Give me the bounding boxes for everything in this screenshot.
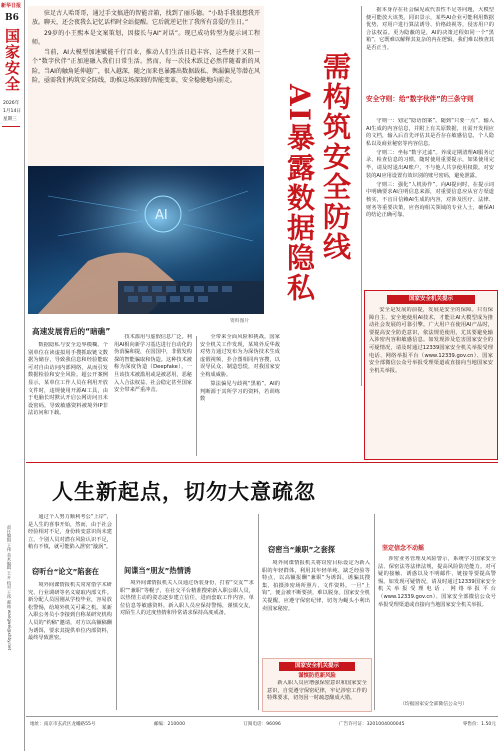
page-number: B6 (5, 13, 19, 23)
rule-2: 守则二：坐标“数字过滤”。养成定期清理AI服务记录、检查信息的习惯，随时使用重要提示，如果使用完毕，请及时退出AI账户，不与他人共享使用权限。对安装的AI应用设置有效识别的账号密码，避免泄露。 (366, 149, 494, 179)
feature1-rules (366, 118, 494, 276)
section-title: 国家安全 (3, 28, 21, 92)
feature1-subhead-reefs: 高速发展背后的“暗礁” (32, 327, 111, 336)
svg-text:AI: AI (155, 208, 168, 223)
notice-text: 安全是发展的前提，发展是安全的保障。只有保障自主、安全地使用AI技术，才能让AI大模型成为推动社会发展的可靠引擎。广大用户在使用AI产品时，要提高安全防范意识，依法规范使用，尤其要避免输入涉密内容和敏感信息。如发现涉及危害国家安全的可疑情况，请及时通过12339国家安全机关举报受理电话、网络举报平台（www.12339.gov.cn）、国家安全部微信公众号举报受理渠道或直接向当地国家安全机关举报。 (369, 307, 493, 374)
feature2-right-col: 涉密业务管理及风险警示，系统学习国家安全法、保密法等法律法规，提高风险防范能力。对可疑的接触、诱惑以及不明邮件、链接等要提高警惕。如发现可疑情况，请及时通过12339国家安全机关举报受理电话、网络举报平台（www.12339.gov.cn）、国家安全部微信公众号举报受理渠道或直接向当地国家安全机关举报。 (378, 556, 496, 608)
feature1-headline-b: 需构筑安全防线 (319, 52, 352, 262)
feature2-divider-2 (258, 514, 259, 710)
feature2-notice-sub: 谨慎防范新风险 (298, 673, 336, 679)
feature1-sec1-col2: 技术滥用与虚假信息广泛。利用AI相向新学习基达进行自动化的伪消骗和提，在国国中，非假发构探的智能骗取和伪造。这种技术被称为深度伪造（Deepfake），一旦该技术被滥用或是被恶用，恶秘入人合法权益、社会稳定甚至国家安全带来严重冲击。 (114, 334, 192, 394)
page-divider (26, 462, 498, 463)
notice-title: 国家安全机关提示 (387, 295, 475, 304)
footer-post: 邮编：210000 (153, 722, 186, 727)
feature2-divider-3 (374, 514, 375, 710)
feature1-sec2-col (200, 334, 280, 458)
feature2-headline: 人生新起点，切勿大意疏忽 (52, 479, 316, 504)
feature2-subhead-2: 间谍当“朋友”热情诱 (124, 566, 191, 575)
footer-price: 零售价：1.50元 (462, 722, 496, 727)
feature1-subhead-rules: 安全守则：给“数字伙伴”的三条守则 (366, 95, 474, 103)
feature1-intro-p2: 29岁的小王熙本是文案策划，因接长与AI“对话”。现已成功转型为提示词工程师。 (32, 29, 260, 46)
feature1-divider (361, 6, 362, 386)
feature1-sec1-col1: 数据隐私与安全边界模糊。个别单位在读虚拟用手搜抓取链文数据为储存，导致我信息和经验能取可对自由访问内部网络，从而引发数据检验和安全风险。超公开案例显示，某单位工作人员在利用开放文件时，违规使用开源AI工具，由于电脑长时默认开启公网访问且未设密码，导致敏感资料被境外IP非法访问和下载。 (28, 342, 108, 417)
issue-year: 2026年 (3, 101, 20, 106)
rule-1: 守则一：划定“隐语图案”。随到“只要一点”，输入AI生成的内容信息，并附上有关原数据，且需开发相应的文档，输入后首先评估其是否存在敏感信息，个人隐私以及商业秘密等内容信息。 (366, 118, 494, 147)
footer-ad: 广告许可证：3201004000045 (339, 722, 405, 727)
feature2-credit: （均据国家安全部微信公众号） (400, 702, 468, 707)
masthead-strip (0, 0, 24, 751)
feature2-sec3: 境外间谍情报机关将窃密目标设定为新入职的年轻群体，利用其年轻单纯、缺乏经验等特点，以高额报酬“兼职”为诱饵，诱骗其搜集、拍摄涉密场所照片、文件资料。一旦“上钩”，便会被不断要挟，难以脱身。国家安全机关提醒，应遵守保密纪律，切勿为蝇头小利出卖国家秘密。 (262, 560, 370, 612)
feature2-sec1: 境外间谍情报机关常常借学术研究、行业调研等名义窥取内部文件。新分配人员因刚从学校毕业，容易放松警惕，给境外机关可乘之机。某新入职公务员小李接到自称某研究机构人员的“约稿”邀请，对方以高额稿酬为诱饵，要求其提供单位内部资料，最终导致泄密。 (28, 582, 112, 642)
photo-credit: 资料图片 (230, 319, 250, 324)
paper-logo: 新华日报 (1, 3, 22, 9)
feature2-right-sub: 坚定信念不动摇 (382, 545, 425, 552)
feature1-intro-p3: 当前，AI大模型加速赋能千行百业，推动人们生活日趋丰容，这些便于又阻一个“数字伙伴”正加速融入我们日常生活。然而，每一次技术跃迁必然伴随着新的风险，当AI的触角延伸越广，很入越深，随之而来也暴露出数据载私、舆漏偏见等潜在风险，亟需我们构筑安全防线，助推这场深刻的智能变革，安全稳健地向前走。 (32, 49, 260, 84)
feature1-lower-divider-1 (196, 336, 197, 456)
issue-date: 1月14日 (3, 109, 21, 114)
feature1-sec2-p1: 全带来全面风险和挑战。国家安全机关工作发现，某境外反华敌对势力通过发布为为深伪技术生成虚假视频，扑合图相同内容搜，以误导民众、制造恐慌，对我国家安全构成威胁。 (200, 334, 280, 378)
footer-tel: 订阅电话：96096 (243, 722, 281, 727)
feature1-headline-a: AI暴露数据隐私 (283, 84, 316, 303)
feature2-subhead-3: 窃密当“兼职”之套探 (268, 545, 335, 554)
feature1-right-top: 据本身存在社会偏见或代表性不足等问题，大模型便可能放大该类。同识景示，某些AI企业可能利用数据优势，对用户进行算法诱导、价格歧视等，侵害用户的合法权益。更为隐蔽的是，AI的决策过程如同一个“黑箱”，它既难以解释其复杂的内在逻辑，我们难以核查其是否正当。 (366, 7, 494, 51)
feature2-notice-title: 国家安全机关提示 (279, 662, 355, 671)
footer (30, 721, 496, 727)
feature2-notice-text: 新入职人员应增强保密意识和国家安全意识，自觉遵守保密纪律，牢记涉密工作的特殊要求，切勿因一时疏忽酿成大错。 (267, 680, 367, 702)
feature2-subhead-1: 窃听台“论文”陷套在 (32, 567, 99, 576)
feature2-intro: 通过个人努力顺利考公“上岸”，是人生的喜事开始，然而，由于社会经验相对不足，身份转变意识尚未建立，个别人员对潜在风险认识不足，稍有不慎，就可能陷入泄密“漩涡”。 (28, 514, 112, 551)
masthead-rule (2, 126, 20, 127)
feature1-intro-p1: 驻足古人哈哥哥，通过手文搞进的智能音箱，找到了丽乐德。“小助手我很想我开放。聊天，还会夜我么记忆话档时全站提醒。它后就逆记住了我所有喜爱的生日。” (32, 10, 260, 27)
footer-address: 地址：南京市玄武区龙蟠路55号 (30, 722, 96, 727)
ai-hand-illustration (28, 166, 264, 314)
editor-credits: 责任编辑 王伟 美术编辑 王卉 校对 王冰 邮箱 wangwei@xhby.net (7, 525, 12, 651)
feature1-notice-box (364, 290, 498, 460)
feature2-divider-1 (116, 514, 117, 710)
rule-3: 守则三：强化“人机协作”。向AI提问时，在提示词中明确要求AI注明信息来源，对重要信息应从官方渠道核实，不盲目信赖AI生成的内容，对涉及医疗、法律、财务等重要决策，应咨询相关领域的专业人士，确保AI的结论正确可靠。 (366, 181, 494, 219)
feature1-photo (28, 166, 264, 314)
feature1-intro (28, 6, 264, 166)
feature2-notice-box (262, 658, 372, 712)
footer-rule (26, 716, 498, 717)
issue-weekday: 星期三 (3, 117, 17, 122)
feature1-sec2-p2: 算法偏见与歧视“黑箱”。AI的判断源于其所学习的资料，若训练数 (200, 381, 280, 403)
masthead-divider (24, 0, 25, 751)
feature2-sec2: 境外间谍情报机关人员通过伪装身份，打着“交友”“求职”“兼职”等幌子，在社交平台精准搜索新入职公职人员，以热情主动的姿态逐步建立信任，进而套取工作内容、单位信息等敏感资料。新入职人员应保持警惕，谨慎交友，对陌生人的过度热情和异常请求保持高度戒备。 (120, 580, 254, 617)
